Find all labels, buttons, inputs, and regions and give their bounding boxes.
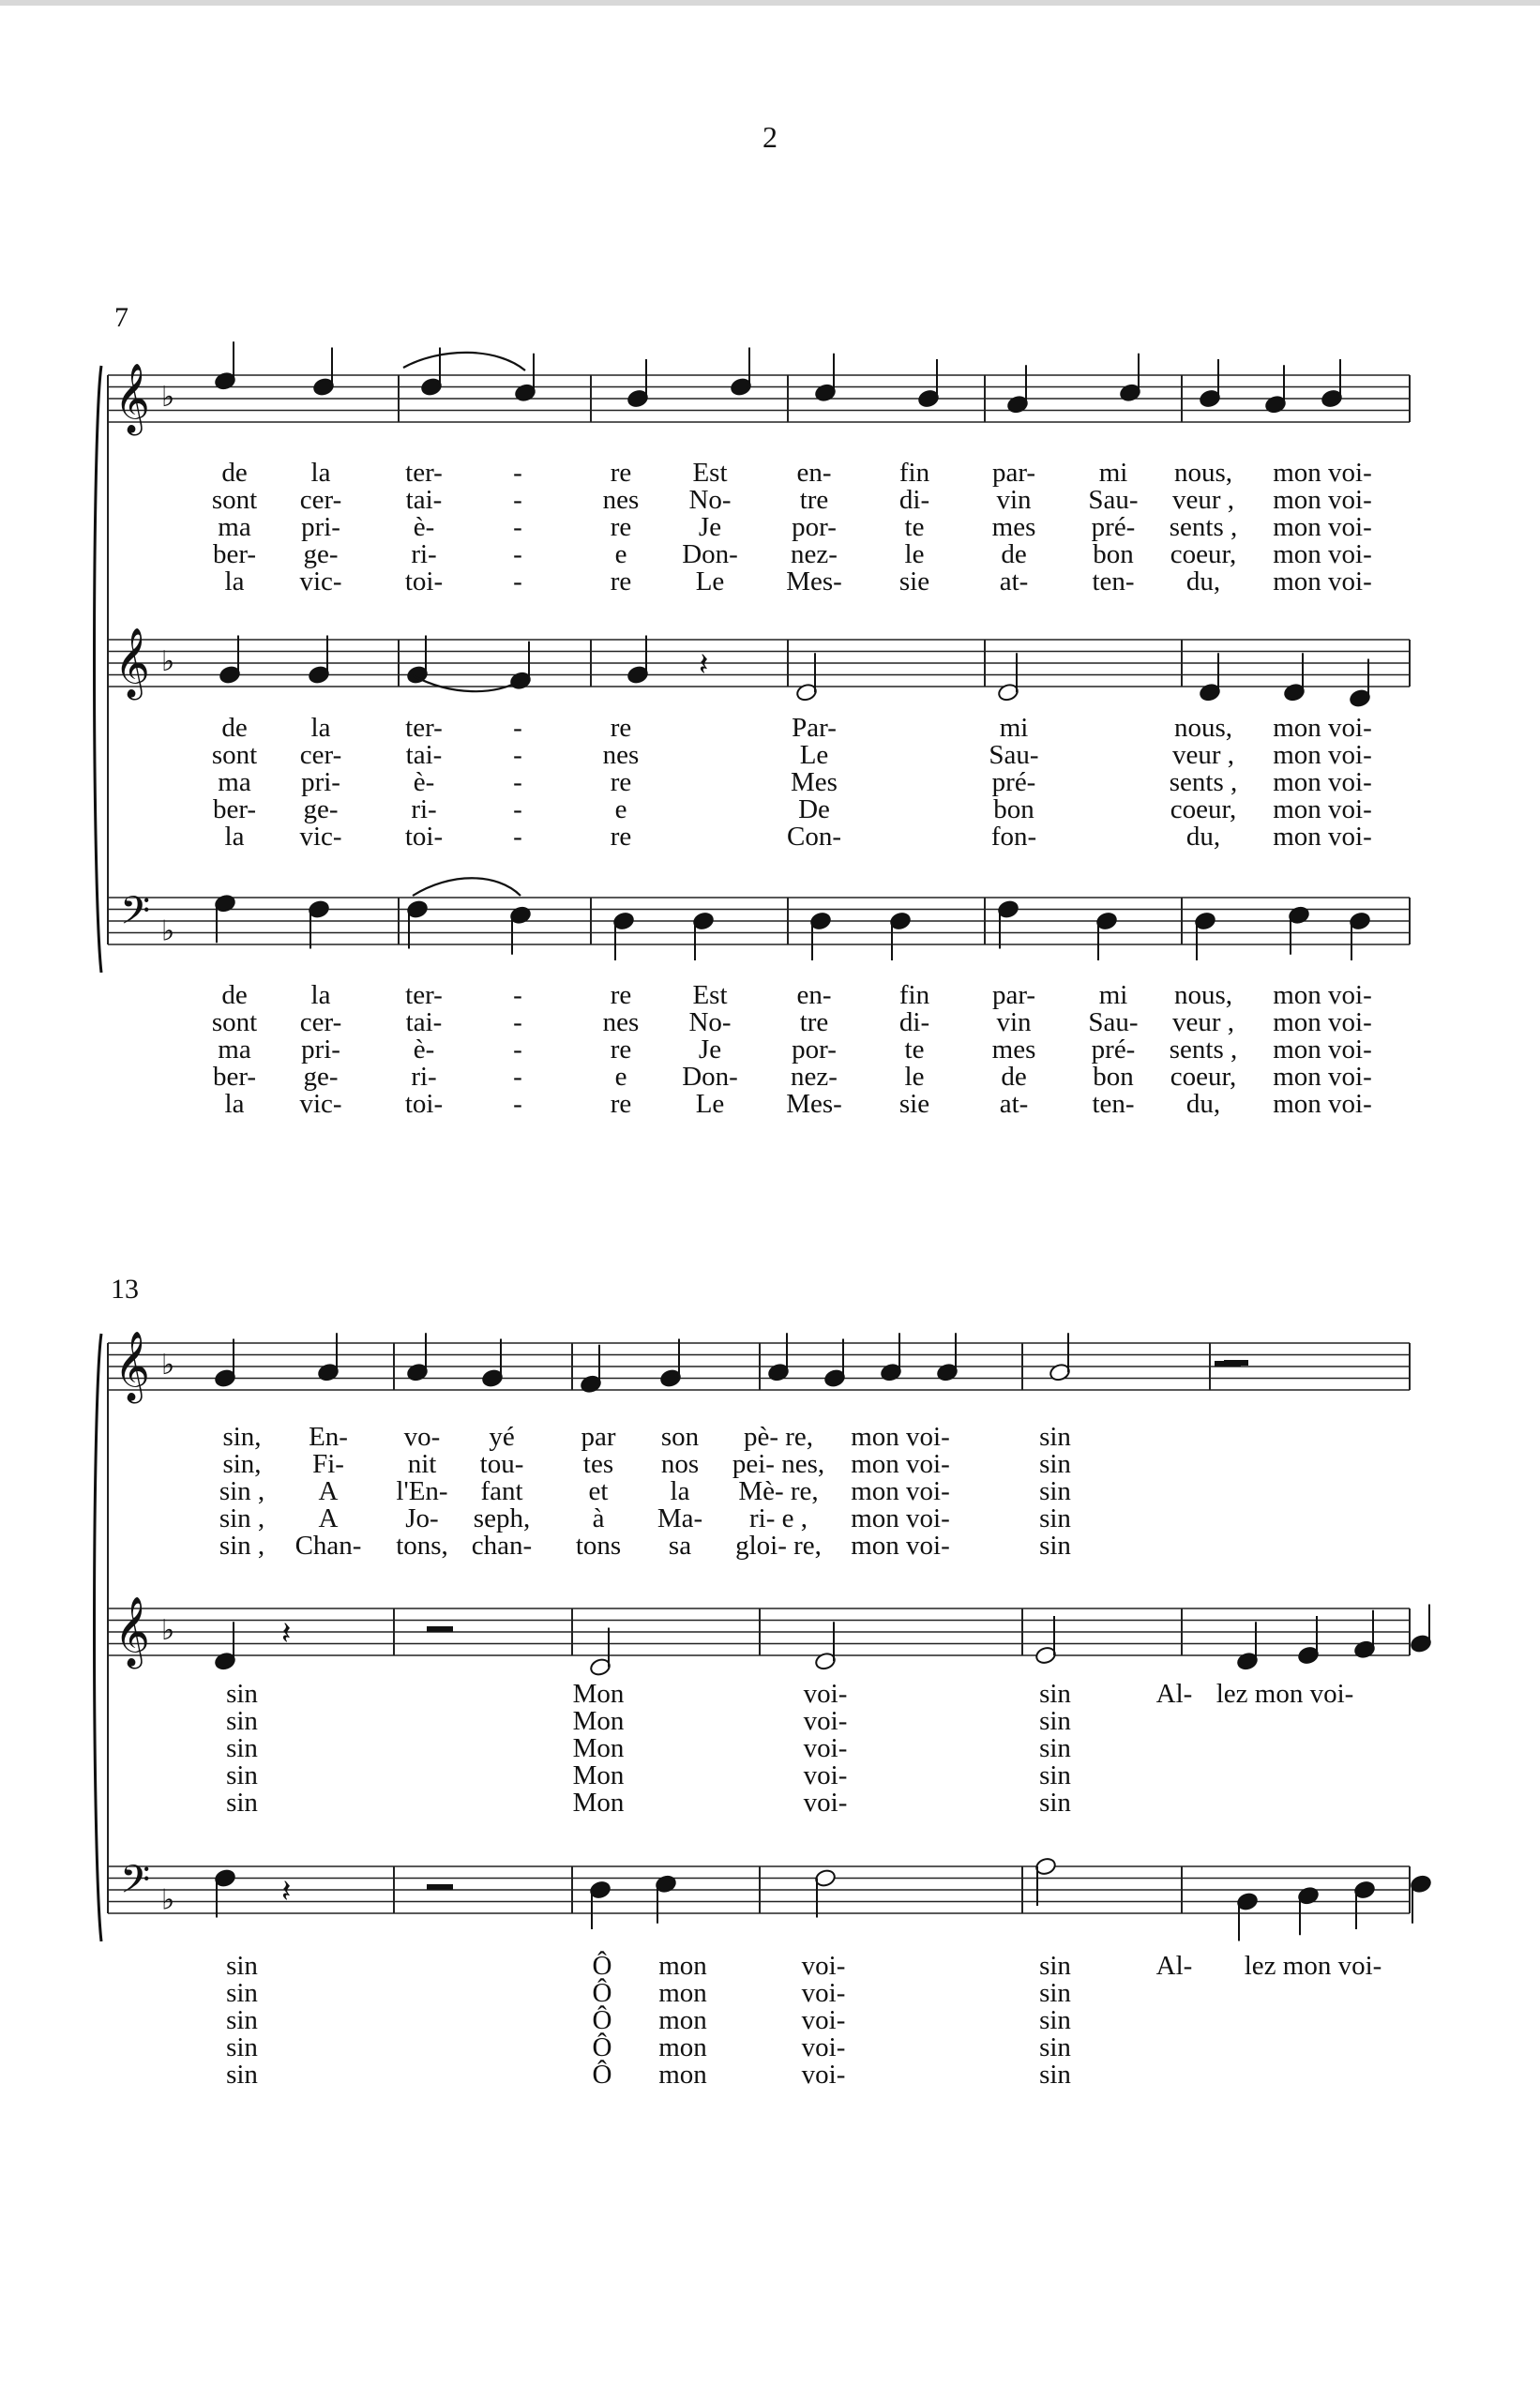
lyric-syllable: mon voi- (1273, 1062, 1372, 1092)
lyric-syllable: sin , (219, 1531, 265, 1561)
lyric-syllable: mon voi- (1273, 794, 1372, 824)
tie (403, 353, 525, 370)
lyric-syllable: nez- (791, 1062, 838, 1092)
lyric-syllable: nit (407, 1449, 437, 1479)
lyric-syllable: ge- (303, 539, 339, 569)
half-rest (427, 1626, 453, 1632)
lyric-syllable: tes (582, 1449, 614, 1479)
lyric-syllable: mi (1098, 980, 1128, 1010)
lyric-syllable: sin (226, 2005, 258, 2035)
lyric-syllable: sin (1039, 1679, 1071, 1709)
treble-clef: 𝄞 (114, 628, 150, 698)
lyric-syllable: vic- (299, 822, 342, 852)
lyric-syllable: mon (658, 2032, 707, 2062)
lyric-syllable: tons, (396, 1531, 448, 1561)
lyric-syllable: Mon (572, 1733, 625, 1763)
lyric-syllable: Don- (682, 539, 738, 569)
lyric-syllable: voi- (801, 1951, 846, 1981)
lyric-syllable: Est (692, 458, 728, 488)
lyric-syllable: mon voi- (1273, 566, 1372, 596)
tie (413, 878, 521, 896)
lyric-syllable: par (581, 1422, 616, 1452)
lyric-syllable: coeur, (1170, 539, 1237, 569)
lyric-syllable: l'En- (396, 1476, 448, 1506)
lyric-syllable: voi- (801, 2060, 846, 2090)
lyric-syllable: pri- (301, 767, 340, 797)
lyric-syllable: sin , (219, 1503, 265, 1533)
lyric-syllable: sin (1039, 1788, 1071, 1818)
lyric-syllable: por- (792, 1034, 837, 1065)
lyric-syllable: - (513, 1007, 522, 1037)
lyric-syllable: voi- (803, 1706, 848, 1736)
lyric-syllable: toi- (404, 566, 444, 596)
lyric-syllable: de (221, 713, 248, 743)
lyric-syllable: A (318, 1476, 339, 1506)
lyric-syllable: en- (796, 458, 832, 488)
lyric-syllable: pré- (1091, 1034, 1136, 1065)
lyrics-soprano-system-2 (0, 1424, 1540, 1564)
lyric-syllable: tons (575, 1531, 622, 1561)
lyric-syllable: voi- (803, 1788, 848, 1818)
lyric-syllable: ri- (411, 794, 437, 824)
quarter-rest: 𝄽 (281, 1615, 292, 1653)
lyric-syllable: te (904, 512, 925, 542)
lyric-syllable: son (660, 1422, 700, 1452)
lyric-syllable: Al- (1155, 1951, 1193, 1981)
lyric-syllable: le (904, 539, 925, 569)
lyric-syllable: e (614, 794, 627, 824)
lyric-syllable: - (513, 539, 522, 569)
lyrics-alto-system-1 (0, 715, 1540, 855)
lyric-syllable: en- (796, 980, 832, 1010)
lyric-syllable: Ô (592, 2060, 612, 2090)
lyric-syllable: è- (413, 767, 435, 797)
lyric-syllable: sin (226, 1679, 258, 1709)
lyric-syllable: pré- (991, 767, 1036, 797)
lyric-syllable: tai- (405, 1007, 443, 1037)
lyric-syllable: re (610, 1089, 632, 1119)
lyric-syllable: mon (658, 2060, 707, 2090)
lyric-syllable: mi (1098, 458, 1128, 488)
lyric-syllable: - (513, 485, 522, 515)
lyric-syllable: pri- (301, 512, 340, 542)
lyric-syllable: - (513, 794, 522, 824)
lyric-syllable: ter- (405, 458, 443, 488)
lyric-syllable: - (513, 1089, 522, 1119)
lyric-syllable: Mon (572, 1760, 625, 1790)
lyric-syllable: la (224, 1089, 245, 1119)
lyric-syllable: Ô (592, 1978, 612, 2008)
lyric-syllable: mon voi- (1273, 1007, 1372, 1037)
lyric-syllable: mon voi- (1273, 980, 1372, 1010)
lyric-syllable: sin (1039, 2005, 1071, 2035)
lyric-syllable: Ô (592, 2032, 612, 2062)
lyric-syllable: ma (218, 512, 251, 542)
lyric-syllable: de (221, 458, 248, 488)
lyric-syllable: sin (1039, 1531, 1071, 1561)
lyric-syllable: nez- (791, 539, 838, 569)
lyric-syllable: tre (799, 1007, 829, 1037)
lyric-syllable: Le (799, 740, 829, 770)
lyric-syllable: sin (1039, 1422, 1071, 1452)
lyric-syllable: ma (218, 767, 251, 797)
lyric-syllable: Sau- (1088, 485, 1139, 515)
lyric-syllable: sin, (222, 1449, 262, 1479)
lyric-syllable: nous, (1173, 458, 1233, 488)
lyric-syllable: par- (991, 980, 1036, 1010)
lyric-syllable: coeur, (1170, 1062, 1237, 1092)
lyric-syllable: la (310, 713, 331, 743)
lyric-syllable: Jo- (405, 1503, 439, 1533)
lyric-syllable: voi- (801, 1978, 846, 2008)
flat-key-signature: ♭ (161, 645, 175, 678)
lyric-syllable: Fi- (312, 1449, 344, 1479)
lyric-syllable: re (610, 713, 632, 743)
lyric-syllable: vic- (299, 1089, 342, 1119)
lyric-syllable: sin, (222, 1422, 262, 1452)
lyric-syllable: mon voi- (1273, 539, 1372, 569)
lyric-syllable: pri- (301, 1034, 340, 1065)
lyric-syllable: vo- (403, 1422, 441, 1452)
lyric-syllable: bon (1093, 1062, 1134, 1092)
lyric-syllable: cer- (299, 740, 342, 770)
lyric-syllable: sie (898, 1089, 930, 1119)
lyrics-soprano-system-1 (0, 460, 1540, 600)
lyric-syllable: re (610, 1034, 632, 1065)
lyric-syllable: sents , (1169, 767, 1238, 797)
lyric-syllable: la (224, 822, 245, 852)
lyric-syllable: Al- (1155, 1679, 1193, 1709)
lyric-syllable: sin (1039, 1733, 1071, 1763)
lyric-syllable: sin (1039, 1760, 1071, 1790)
lyric-syllable: la (224, 566, 245, 596)
lyric-syllable: voi- (801, 2005, 846, 2035)
lyric-syllable: En- (309, 1422, 348, 1452)
lyric-syllable: mon voi- (1273, 740, 1372, 770)
lyric-syllable: sin (226, 1706, 258, 1736)
lyric-syllable: sin (226, 1788, 258, 1818)
lyric-syllable: nous, (1173, 980, 1233, 1010)
lyric-syllable: re (610, 458, 632, 488)
lyric-syllable: tai- (405, 740, 443, 770)
lyric-syllable: toi- (404, 822, 444, 852)
lyric-syllable: re (610, 566, 632, 596)
lyric-syllable: è- (413, 512, 435, 542)
lyric-syllable: du, (1185, 822, 1221, 852)
flat-key-signature: ♭ (161, 1883, 175, 1917)
tie (413, 675, 521, 691)
lyric-syllable: mes (991, 512, 1036, 542)
lyric-syllable: du, (1185, 566, 1221, 596)
quarter-rest: 𝄽 (699, 646, 709, 684)
lyric-syllable: Mon (572, 1788, 625, 1818)
lyric-syllable: sont (211, 485, 258, 515)
lyric-syllable: sie (898, 566, 930, 596)
lyrics-bass-system-2 (0, 1953, 1540, 2093)
lyric-syllable: sin (1039, 2060, 1071, 2090)
lyric-syllable: Par- (792, 713, 837, 743)
lyric-syllable: sin (226, 1951, 258, 1981)
lyric-syllable: toi- (404, 1089, 444, 1119)
lyric-syllable: mon voi- (851, 1503, 950, 1533)
lyric-syllable: - (513, 713, 522, 743)
lyric-syllable: Ma- (657, 1503, 703, 1533)
lyric-syllable: par- (991, 458, 1036, 488)
treble-clef: 𝄞 (114, 364, 150, 433)
lyric-syllable: - (513, 767, 522, 797)
lyric-syllable: re (610, 767, 632, 797)
lyric-syllable: nos (660, 1449, 700, 1479)
lyric-syllable: nes (602, 1007, 640, 1037)
lyric-syllable: cer- (299, 485, 342, 515)
half-rest (427, 1884, 453, 1890)
lyric-syllable: at- (999, 566, 1029, 596)
lyric-syllable: tou- (479, 1449, 524, 1479)
lyric-syllable: por- (792, 512, 837, 542)
lyric-syllable: Le (695, 566, 725, 596)
lyric-syllable: mi (999, 713, 1029, 743)
half-rest (1215, 1361, 1241, 1367)
lyric-syllable: bon (1093, 539, 1134, 569)
lyric-syllable: sin (1039, 1706, 1071, 1736)
lyric-syllable: Est (692, 980, 728, 1010)
lyric-syllable: De (798, 794, 830, 824)
lyric-syllable: vin (996, 1007, 1032, 1037)
lyric-syllable: tre (799, 485, 829, 515)
flat-key-signature: ♭ (161, 1614, 175, 1647)
lyric-syllable: fin (898, 980, 930, 1010)
lyric-syllable: du, (1185, 1089, 1221, 1119)
lyric-syllable: sin (226, 1978, 258, 2008)
quarter-rest: 𝄽 (281, 1873, 292, 1910)
lyric-syllable: sents , (1169, 512, 1238, 542)
lyric-syllable: mon voi- (1273, 767, 1372, 797)
lyric-syllable: ri- (411, 1062, 437, 1092)
lyric-syllable: ter- (405, 713, 443, 743)
lyric-syllable: nous, (1173, 713, 1233, 743)
lyric-syllable: veur , (1171, 485, 1235, 515)
lyric-syllable: ten- (1092, 1089, 1135, 1119)
lyric-syllable: pei- nes, (732, 1449, 825, 1479)
flat-key-signature: ♭ (161, 914, 175, 948)
lyric-syllable: sont (211, 740, 258, 770)
treble-clef: 𝄞 (114, 1597, 150, 1667)
lyric-syllable: re (610, 822, 632, 852)
lyric-syllable: Sau- (989, 740, 1039, 770)
lyric-syllable: à (592, 1503, 605, 1533)
lyric-syllable: ge- (303, 794, 339, 824)
lyric-syllable: nes (602, 740, 640, 770)
lyric-syllable: A (318, 1503, 339, 1533)
lyric-syllable: vic- (299, 566, 342, 596)
lyric-syllable: ber- (212, 1062, 257, 1092)
flat-key-signature: ♭ (161, 1349, 175, 1382)
lyric-syllable: mon voi- (851, 1449, 950, 1479)
lyric-syllable: ge- (303, 1062, 339, 1092)
lyric-syllable: de (1001, 1062, 1027, 1092)
lyric-syllable: Je (698, 512, 722, 542)
lyric-syllable: fant (480, 1476, 523, 1506)
lyric-syllable: Mè- re, (738, 1476, 819, 1506)
lyric-syllable: - (513, 1034, 522, 1065)
page-number: 2 (762, 120, 778, 154)
lyric-syllable: mon voi- (851, 1422, 950, 1452)
lyric-syllable: mon voi- (1273, 485, 1372, 515)
lyric-syllable: Ô (592, 2005, 612, 2035)
lyric-syllable: mon voi- (1273, 822, 1372, 852)
lyric-syllable: coeur, (1170, 794, 1237, 824)
lyric-syllable: mon voi- (1273, 1034, 1372, 1065)
lyric-syllable: mon voi- (1273, 713, 1372, 743)
lyric-syllable: la (310, 458, 331, 488)
lyric-syllable: veur , (1171, 740, 1235, 770)
lyric-syllable: voi- (801, 2032, 846, 2062)
lyric-syllable: mon (658, 1978, 707, 2008)
lyric-syllable: mon voi- (1273, 512, 1372, 542)
lyric-syllable: gloi- re, (735, 1531, 822, 1561)
treble-clef: 𝄞 (114, 1332, 150, 1401)
lyric-syllable: ri- e , (749, 1503, 808, 1533)
lyric-syllable: Don- (682, 1062, 738, 1092)
lyric-syllable: No- (688, 485, 732, 515)
lyric-syllable: pré- (1091, 512, 1136, 542)
lyric-syllable: vin (996, 485, 1032, 515)
lyric-syllable: la (670, 1476, 690, 1506)
bass-clef: 𝄢 (120, 888, 151, 943)
lyric-syllable: - (513, 740, 522, 770)
lyric-syllable: Chan- (294, 1531, 362, 1561)
lyric-syllable: te (904, 1034, 925, 1065)
lyric-syllable: Mes- (786, 1089, 842, 1119)
lyric-syllable: - (513, 458, 522, 488)
lyric-syllable: sin , (219, 1476, 265, 1506)
lyric-syllable: Con- (787, 822, 841, 852)
lyric-syllable: - (513, 980, 522, 1010)
lyric-syllable: voi- (803, 1733, 848, 1763)
lyric-syllable: - (513, 512, 522, 542)
lyric-syllable: Ô (592, 1951, 612, 1981)
lyric-syllable: e (614, 539, 627, 569)
flat-key-signature: ♭ (161, 381, 175, 414)
lyric-syllable: re (610, 980, 632, 1010)
measure-number-system-1: 7 (114, 302, 128, 333)
lyric-syllable: voi- (803, 1679, 848, 1709)
lyric-syllable: ter- (405, 980, 443, 1010)
lyric-syllable: - (513, 566, 522, 596)
lyric-syllable: la (310, 980, 331, 1010)
lyric-syllable: sin (1039, 1503, 1071, 1533)
lyric-syllable: mon voi- (851, 1476, 950, 1506)
lyric-syllable: de (221, 980, 248, 1010)
lyric-syllable: ber- (212, 539, 257, 569)
lyric-syllable: è- (413, 1034, 435, 1065)
lyric-syllable: - (513, 822, 522, 852)
lyric-syllable: Le (695, 1089, 725, 1119)
lyric-syllable: tai- (405, 485, 443, 515)
lyric-syllable: sin (1039, 1978, 1071, 2008)
lyric-syllable: sin (1039, 1476, 1071, 1506)
lyrics-alto-system-2 (0, 1681, 1540, 1821)
lyric-syllable: No- (688, 1007, 732, 1037)
lyric-syllable: cer- (299, 1007, 342, 1037)
lyric-syllable: lez mon voi- (1244, 1951, 1382, 1981)
lyric-syllable: seph, (473, 1503, 531, 1533)
lyric-syllable: sin (226, 2060, 258, 2090)
lyric-syllable: sin (1039, 1449, 1071, 1479)
lyric-syllable: Sau- (1088, 1007, 1139, 1037)
lyric-syllable: veur , (1171, 1007, 1235, 1037)
lyric-syllable: fin (898, 458, 930, 488)
lyric-syllable: mon voi- (1273, 458, 1372, 488)
lyric-syllable: et (588, 1476, 609, 1506)
lyric-syllable: le (904, 1062, 925, 1092)
lyric-syllable: ten- (1092, 566, 1135, 596)
lyric-syllable: re (610, 512, 632, 542)
lyric-syllable: Mes- (786, 566, 842, 596)
lyric-syllable: voi- (803, 1760, 848, 1790)
measure-number-system-2: 13 (111, 1274, 139, 1305)
lyric-syllable: chan- (471, 1531, 533, 1561)
lyric-syllable: sin (226, 1760, 258, 1790)
lyric-syllable: sents , (1169, 1034, 1238, 1065)
lyric-syllable: mes (991, 1034, 1036, 1065)
lyric-syllable: di- (898, 485, 930, 515)
lyric-syllable: Mon (572, 1706, 625, 1736)
lyric-syllable: Mon (572, 1679, 625, 1709)
lyric-syllable: de (1001, 539, 1027, 569)
lyric-syllable: nes (602, 485, 640, 515)
lyric-syllable: sin (1039, 2032, 1071, 2062)
lyric-syllable: at- (999, 1089, 1029, 1119)
lyric-syllable: mon voi- (1273, 1089, 1372, 1119)
lyric-syllable: mon (658, 2005, 707, 2035)
lyric-syllable: Je (698, 1034, 722, 1065)
lyric-syllable: ber- (212, 794, 257, 824)
lyric-syllable: pè- re, (743, 1422, 814, 1452)
lyric-syllable: sin (1039, 1951, 1071, 1981)
lyric-syllable: - (513, 1062, 522, 1092)
lyric-syllable: mon (658, 1951, 707, 1981)
lyric-syllable: e (614, 1062, 627, 1092)
lyric-syllable: bon (993, 794, 1034, 824)
lyric-syllable: di- (898, 1007, 930, 1037)
lyric-syllable: sin (226, 1733, 258, 1763)
lyrics-bass-system-1 (0, 982, 1540, 1123)
lyric-syllable: ma (218, 1034, 251, 1065)
lyric-syllable: sa (668, 1531, 692, 1561)
lyric-syllable: Mes (791, 767, 838, 797)
lyric-syllable: yé (489, 1422, 515, 1452)
lyric-syllable: ri- (411, 539, 437, 569)
lyric-syllable: sin (226, 2032, 258, 2062)
lyric-syllable: sont (211, 1007, 258, 1037)
bass-clef: 𝄢 (120, 1857, 151, 1911)
system-bracket (95, 366, 102, 973)
lyric-syllable: lez mon voi- (1215, 1679, 1354, 1709)
lyric-syllable: mon voi- (851, 1531, 950, 1561)
lyric-syllable: fon- (990, 822, 1037, 852)
